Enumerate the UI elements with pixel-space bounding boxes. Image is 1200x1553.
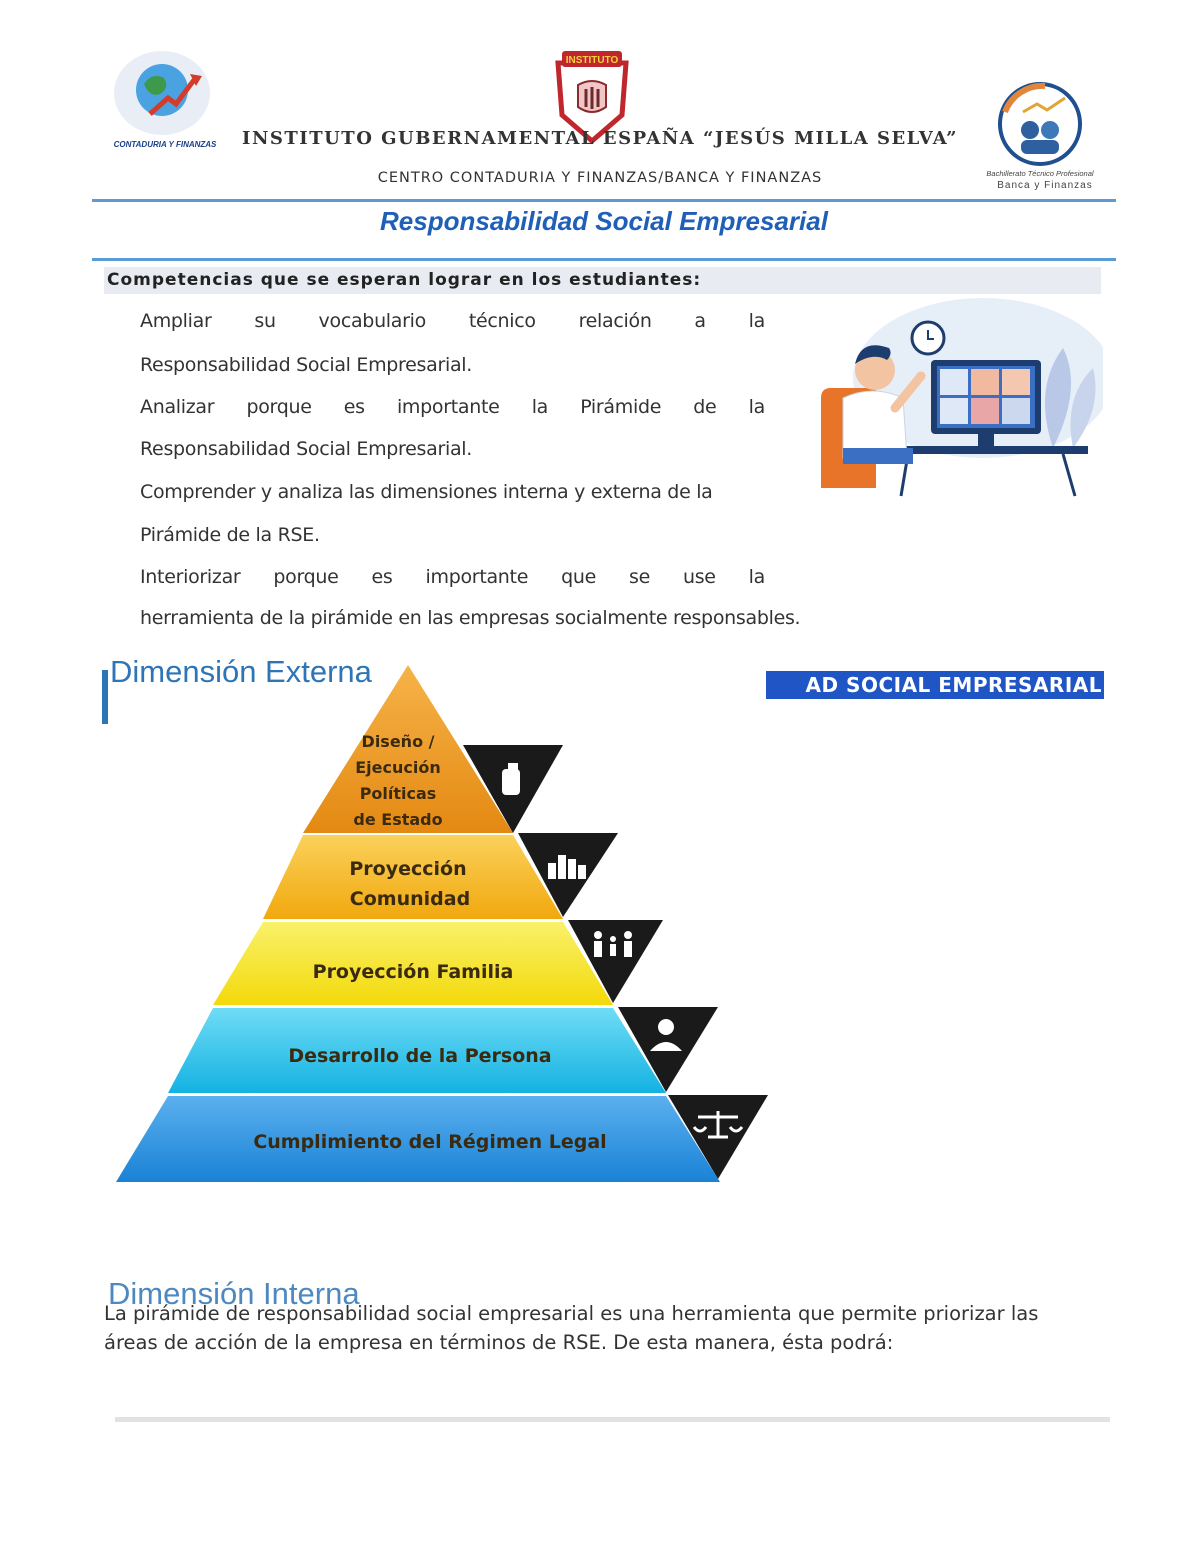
competencia-4-line2: herramienta de la pirámide en las empresas socialmente responsables. [140,607,801,629]
level-1-line-4: de Estado [353,810,443,829]
header-divider [92,199,1116,202]
footer-divider [115,1417,1110,1422]
institute-name: INSTITUTO GUBERNAMENTAL ESPAÑA “JESÚS MILLA SELVA” [242,128,958,149]
word: porque [246,396,312,418]
word: la [748,310,765,332]
word: es [371,566,393,588]
competencia-2-line1 [140,396,765,418]
shield-banner-text: INSTITUTO [565,55,619,66]
word: Ampliar [140,310,212,332]
banca-finanzas-logo [975,82,1105,192]
word: porque [273,566,339,588]
word: se [628,566,650,588]
level-5-label: Cumplimiento del Régimen Legal [253,1131,607,1153]
word: Pirámide [580,396,662,418]
word: su [254,310,276,332]
level-2-line-2: Comunidad [349,888,471,910]
word: use [682,566,716,588]
word: vocabulario [318,310,426,332]
competencias-heading: Competencias que se esperan lograr en los estudiantes: [104,267,1101,294]
level-2-line-1: Proyección [349,858,467,880]
video-call-illustration [783,298,1103,498]
competencia-4-line1 [140,566,765,588]
competencia-3-line2: Pirámide de la RSE. [140,524,320,546]
word: técnico [468,310,536,332]
word: importante [425,566,529,588]
level-1-line-1: Diseño / [361,732,435,751]
word: de [693,396,717,418]
word: es [343,396,365,418]
word: que [561,566,596,588]
word: Analizar [140,396,215,418]
rse-pyramid-diagram [108,665,778,1190]
word: la [748,396,765,418]
body-paragraph: La pirámide de responsabilidad social empresarial es una herramienta que permite priorizar las áreas de acción de la empresa en términos de RSE. De esta manera, ésta podrá: [104,1302,1039,1354]
document-title: Responsabilidad Social Empresarial [380,206,828,236]
contaduria-finanzas-logo [110,48,220,153]
dimension-externa-label: Dimensión Externa [110,654,372,689]
level-3-label: Proyección Familia [312,961,514,983]
competencia-1-line2: Responsabilidad Social Empresarial. [140,354,473,376]
word: Interiorizar [140,566,241,588]
level-1-line-3: Políticas [359,784,437,803]
center-name: CENTRO CONTADURIA Y FINANZAS/BANCA Y FINANZAS [377,170,823,186]
logo-right-caption-2: Banca y Finanzas [997,180,1093,191]
word: la [531,396,549,418]
word: importante [396,396,500,418]
word: a [694,310,706,332]
title-divider [92,258,1116,261]
competencia-2-line2: Responsabilidad Social Empresarial. [140,438,473,460]
dimension-interna-label: Dimensión Interna [108,1276,360,1311]
competencia-3-line1: Comprender y analiza las dimensiones interna y externa de la [140,481,713,503]
word: la [748,566,765,588]
level-1-line-2: Ejecución [355,758,441,777]
logo-right-caption-1: Bachillerato Técnico Profesional [986,169,1094,178]
word: relación [578,310,652,332]
level-4-label: Desarrollo de la Persona [288,1045,552,1067]
rse-banner: AD SOCIAL EMPRESARIAL [766,671,1104,699]
competencia-1-line1 [140,310,765,332]
logo-left-caption: CONTADURIA Y FINANZAS [113,140,217,149]
